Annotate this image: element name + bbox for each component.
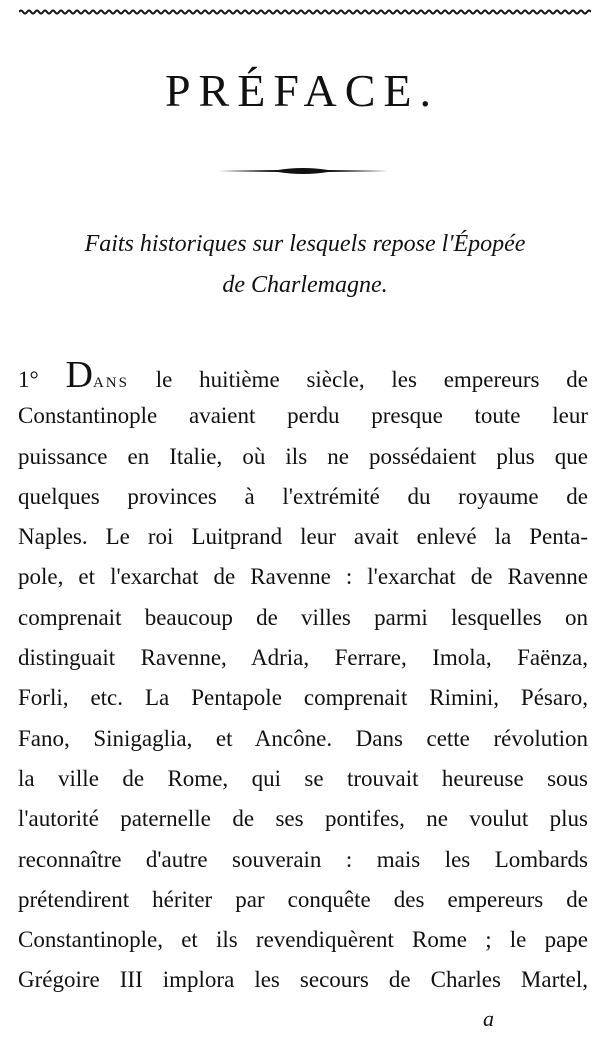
text-line: puissance en Italie, où ils ne possédaient plus que [18, 443, 588, 469]
text-line: Naples. Le roi Luitprand leur avait enlevé la Penta- [18, 524, 588, 550]
text-line: reconnaître d'autre souverain : mais les Lombards [18, 846, 588, 872]
top-decorative-rule [19, 9, 591, 15]
paragraph-first-line [18, 356, 588, 396]
title-ornament-rule [218, 164, 388, 178]
subtitle-line: Faits historiques sur lesquels repose l'Épopée [84, 231, 526, 257]
text-line: comprenait beaucoup de villes parmi lesquelles on [18, 604, 588, 630]
signature-mark: a [483, 1006, 494, 1031]
subtitle [20, 224, 590, 306]
text-line: pole, et l'exarchat de Ravenne : l'exarchat de Ravenne [18, 564, 588, 590]
subtitle-line: de Charlemagne. [222, 272, 388, 298]
text-line: prétendirent hériter par conquête des empereurs de [18, 886, 588, 912]
text-line: Constantinople avaient perdu presque toute leur [18, 403, 588, 429]
text-line: Constantinople, et ils revendiquèrent Rome ; le pape [18, 927, 588, 953]
page-title: PRÉFACE. [164, 65, 440, 116]
text-line: distinguait Ravenne, Adria, Ferrare, Imola, Faënza, [18, 645, 588, 671]
body-paragraph [18, 356, 588, 1001]
paragraph-numeral: 1° [18, 367, 39, 392]
text-line: Forli, etc. La Pentapole comprenait Rimini, Pésaro, [18, 685, 588, 711]
text-line: la ville de Rome, qui se trouvait heureuse sous [18, 765, 588, 791]
text-line: quelques provinces à l'extrémité du royaume de [18, 483, 588, 509]
text-line: Grégoire III implora les secours de Charles Martel, [18, 967, 588, 993]
text-line: l'autorité paternelle de ses pontifes, ne voulut plus [18, 806, 588, 832]
text-line: Fano, Sinigaglia, et Ancône. Dans cette révolution [18, 725, 588, 751]
small-caps-word: ANS [92, 375, 129, 391]
drop-cap: D [65, 354, 93, 396]
first-line-text: le huitième siècle, les empereurs de [128, 367, 589, 392]
